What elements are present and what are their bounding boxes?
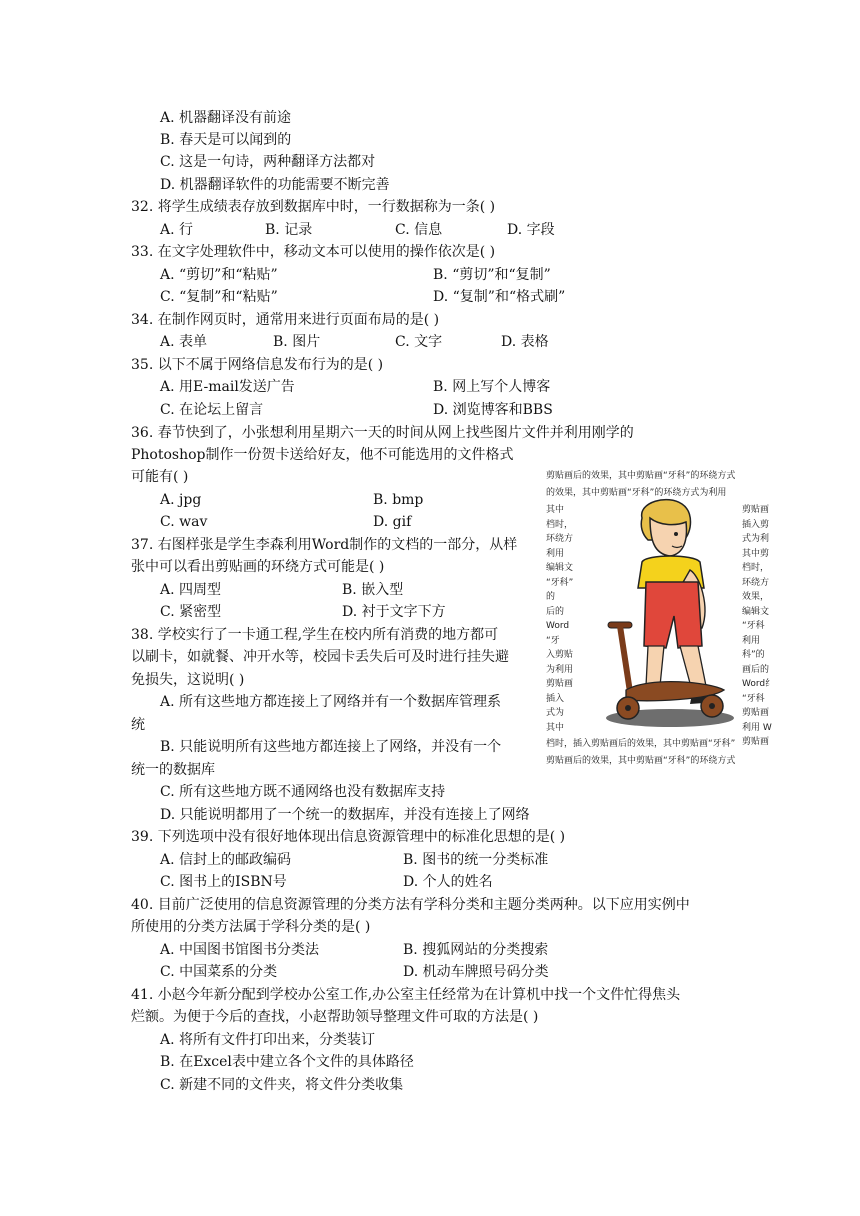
clipart-overalls <box>644 582 702 648</box>
figure-right-text: 画后的 <box>742 664 770 675</box>
question-41-line1: 41. 小赵今年新分配到学校办公室工作,办公室主任经常为在计算机中找一个文件忙得焦头 <box>131 987 681 1003</box>
figure-right-text: “牙科 <box>742 693 765 704</box>
question-37-line1: 37. 右图样张是学生李森利用Word制作的文档的一部分，从样 <box>131 537 518 553</box>
figure-right-text: 利用 W <box>742 722 772 733</box>
option-36-d: D. gif <box>373 514 412 530</box>
option-38-d: D. 只能说明都用了一个统一的数据库，并没有连接上了网络 <box>160 807 530 823</box>
option-34-a: A. 表单 <box>160 334 208 350</box>
figure-right-text: 科”的 <box>742 650 765 660</box>
figure-right-text: 编辑文 <box>742 606 770 617</box>
scooter-stem <box>620 626 630 692</box>
figure-left-text: 入剪贴 <box>546 650 574 660</box>
option-39-b: B. 图书的统一分类标准 <box>403 852 549 868</box>
option-40-b: B. 搜狐网站的分类搜索 <box>403 942 549 958</box>
question-38-line2: 以刷卡，如就餐、冲开水等，校园卡丢失后可及时进行挂失避 <box>131 649 509 665</box>
option-39-c: C. 图书上的ISBN号 <box>160 874 287 890</box>
figure-right-text: 环绕方 <box>742 577 770 588</box>
question-36-line2: Photoshop制作一份贺卡送给好友，他不可能选用的文件格式 <box>131 447 514 463</box>
question-38-line1: 38. 学校实行了一卡通工程,学生在校内所有消费的地方都可 <box>131 627 499 643</box>
option-35-b: B. 网上写个人博客 <box>433 379 551 395</box>
scooter-axle-back <box>709 703 715 709</box>
figure-left-text: 的 <box>546 592 556 602</box>
figure-right-text: 效果， <box>742 592 770 602</box>
option-41-a: A. 将所有文件打印出来，分类装订 <box>160 1032 376 1048</box>
scooter-axle-front <box>625 705 631 711</box>
option-38-c: C. 所有这些地方既不通网络也没有数据库支持 <box>160 784 446 800</box>
option-36-a: A. jpg <box>160 492 202 508</box>
figure-right-text: 式为利 <box>742 534 770 544</box>
figure-left-text: “牙 <box>546 635 560 646</box>
option-37-a: A. 四周型 <box>160 582 222 598</box>
option-39-d: D. 个人的姓名 <box>403 874 493 890</box>
question-35: 35. 以下不属于网络信息发布行为的是( ) <box>131 357 384 373</box>
question-33: 33. 在文字处理软件中，移动文本可以使用的操作依次是( ) <box>131 244 496 260</box>
option-33-b: B. “剪切”和“复制” <box>433 267 551 283</box>
figure-left-text: 其中 <box>546 505 565 515</box>
figure-right-text: Word纟 <box>742 679 775 689</box>
option-32-a: A. 行 <box>160 222 194 238</box>
option-37-c: C. 紧密型 <box>160 604 222 620</box>
option-32-d: D. 字段 <box>507 222 555 238</box>
question-41-line2: 烂额。为便于今后的查找，小赵帮助领导整理文件可取的方法是( ) <box>131 1009 539 1025</box>
option-36-b: B. bmp <box>373 492 424 508</box>
option-34-b: B. 图片 <box>273 334 321 350</box>
word-sample-figure <box>544 466 790 772</box>
option-39-a: A. 信封上的邮政编码 <box>160 852 292 868</box>
option-40-c: C. 中国菜系的分类 <box>160 964 278 980</box>
option-41-b: B. 在Excel表中建立各个文件的具体路径 <box>160 1054 414 1070</box>
option-38-b-line1: B. 只能说明所有这些地方都连接上了网络，并没有一个 <box>160 739 502 755</box>
figure-right-text: 其中剪 <box>742 548 770 559</box>
option-40-a: A. 中国图书馆图书分类法 <box>160 942 320 958</box>
figure-left-text: 编辑文 <box>546 563 574 573</box>
option-33-d: D. “复制”和“格式刷” <box>433 289 566 305</box>
question-36-line1: 36. 春节快到了，小张想利用星期六一天的时间从网上找些图片文件并利用刚学的 <box>131 425 634 441</box>
figure-bottom-line-2: 剪贴画后的效果，其中剪贴画“牙科”的环绕方式 <box>546 756 736 766</box>
option-37-d: D. 衬于文字下方 <box>342 604 446 620</box>
option-35-c: C. 在论坛上留言 <box>160 402 264 418</box>
question-39: 39. 下列选项中没有很好地体现出信息资源管理中的标准化思想的是( ) <box>131 829 566 845</box>
figure-left-text: Word <box>546 621 570 631</box>
figure-left-text: 剪贴画 <box>546 679 574 689</box>
option-41-c: C. 新建不同的文件夹，将文件分类收集 <box>160 1077 404 1093</box>
option-35-d: D. 浏览博客和BBS <box>433 402 553 418</box>
figure-left-text: 式为 <box>546 708 565 718</box>
question-40-line2: 所使用的分类方法属于学科分类的是( ) <box>131 919 371 935</box>
option-31-c: C. 这是一句诗，两种翻译方法都对 <box>160 154 376 170</box>
option-32-b: B. 记录 <box>265 222 313 238</box>
option-31-a: A. 机器翻译没有前途 <box>160 110 292 126</box>
figure-right-text: 利用 <box>742 635 761 646</box>
option-31-b: B. 春天是可以闻到的 <box>160 132 292 148</box>
figure-left-text: 档时， <box>546 519 574 530</box>
figure-right-text: 插入剪 <box>742 519 770 530</box>
option-36-c: C. wav <box>160 514 208 530</box>
figure-left-text: “牙科” <box>546 577 574 588</box>
option-33-a: A. “剪切”和“粘贴” <box>160 267 278 283</box>
question-40-line1: 40. 目前广泛使用的信息资源管理的分类方法有学科分类和主题分类两种。以下应用实例中 <box>131 897 690 913</box>
option-34-d: D. 表格 <box>501 334 549 350</box>
question-36-line3: 可能有( ) <box>131 469 189 485</box>
question-37-line2: 张中可以看出剪贴画的环绕方式可能是( ) <box>131 559 385 575</box>
figure-top-line-1: 剪贴画后的效果，其中剪贴画“牙科”的环绕方式 <box>546 471 736 481</box>
figure-right-text: 剪贴画 <box>742 708 770 718</box>
figure-right-text: 剪贴画 <box>742 737 770 747</box>
figure-left-text: 其中 <box>546 722 565 733</box>
option-38-b-line2: 统一的数据库 <box>131 762 215 778</box>
question-34: 34. 在制作网页时，通常用来进行页面布局的是( ) <box>131 312 440 328</box>
figure-right-text: “牙科 <box>742 621 765 631</box>
option-33-c: C. “复制”和“粘贴” <box>160 289 278 305</box>
option-32-c: C. 信息 <box>395 222 443 238</box>
figure-right-text: 档时， <box>742 563 770 573</box>
clipart-eye <box>674 532 678 536</box>
option-34-c: C. 文字 <box>395 334 443 350</box>
figure-top-line-2: 的效果，其中剪贴画“牙科”的环绕方式为利用 <box>546 488 727 498</box>
scooter-boy-clipart <box>590 496 740 736</box>
figure-left-text: 插入 <box>546 693 565 704</box>
option-40-d: D. 机动车牌照号码分类 <box>403 964 549 980</box>
question-38-line3: 免损失，这说明( ) <box>131 672 245 688</box>
figure-left-text: 后的 <box>546 606 565 617</box>
option-38-a-line2: 统 <box>131 717 145 733</box>
option-37-b: B. 嵌入型 <box>342 582 404 598</box>
figure-right-text: 剪贴画 <box>742 505 770 515</box>
question-32: 32. 将学生成绩表存放到数据库中时，一行数据称为一条( ) <box>131 199 496 215</box>
figure-left-text: 为利用 <box>546 664 574 675</box>
figure-left-text: 利用 <box>546 548 565 559</box>
figure-bottom-line-1: 档时，插入剪贴画后的效果，其中剪贴画“牙科” <box>546 739 736 749</box>
clipart-leg-left <box>646 646 664 686</box>
option-38-a-line1: A. 所有这些地方都连接上了网络并有一个数据库管理系 <box>160 694 502 710</box>
figure-left-text: 环绕方 <box>546 534 574 544</box>
option-31-d: D. 机器翻译软件的功能需要不断完善 <box>160 177 390 193</box>
option-35-a: A. 用E-mail发送广告 <box>160 379 295 395</box>
